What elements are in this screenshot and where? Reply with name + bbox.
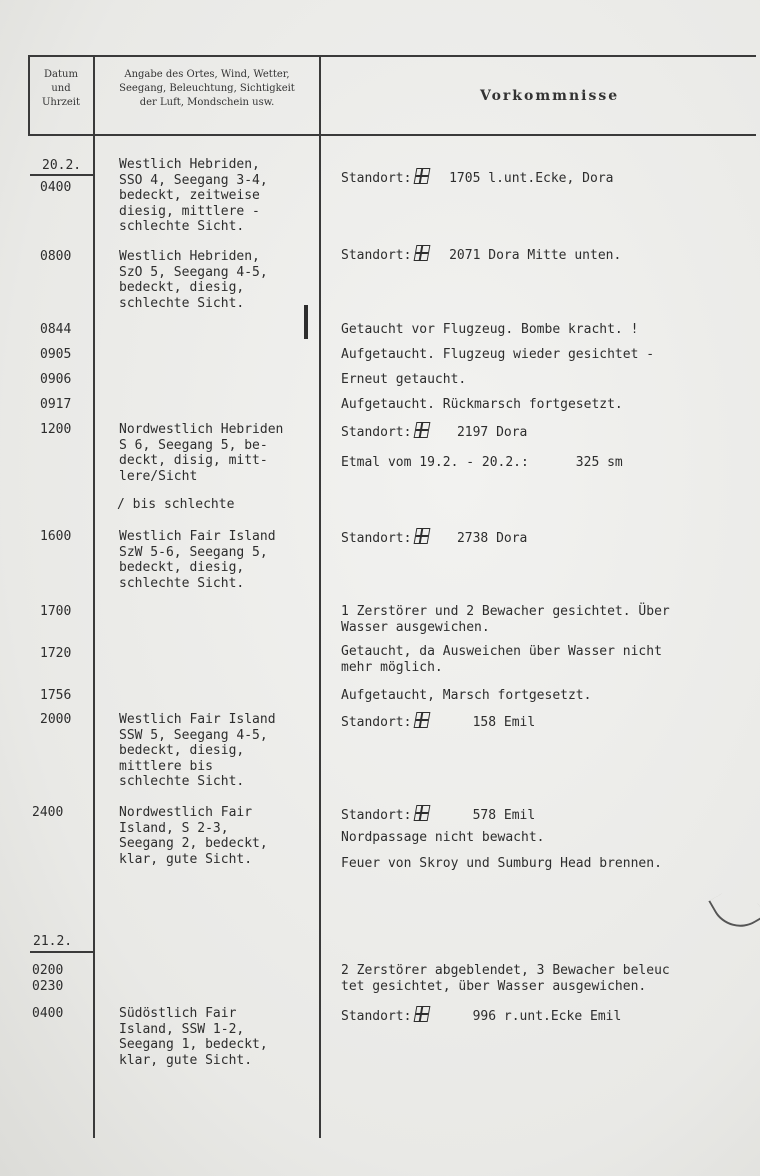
entry-time: 0400: [32, 1006, 64, 1021]
entry-event: Nordpassage nicht bewacht.: [341, 830, 545, 845]
entry-event: Standort: 2738 Dora: [341, 528, 527, 547]
entry-time: 1756: [40, 688, 72, 703]
entry-event: Aufgetaucht. Rückmarsch fortgesetzt.: [341, 397, 623, 412]
entry-location: Nordwestlich Hebriden S 6, Seegang 5, be- deckt, disig, mitt- lere/Sicht: [119, 422, 284, 484]
entry-event: 2 Zerstörer abgeblendet, 3 Bewacher beleuc tet gesichtet, über Wasser ausgewichen.: [341, 963, 670, 994]
header-location-weather: Angabe des Ortes, Wind, Wetter, Seegang, Beleuchtung, Sichtigkeit der Luft, Mondschein usw.: [119, 69, 295, 108]
entry-location: Südöstlich Fair Island, SSW 1-2, Seegang 1, bedeckt, klar, gute Sicht.: [119, 1006, 268, 1068]
entry-event: Aufgetaucht. Flugzeug wieder gesichtet -: [341, 347, 655, 362]
entry-location: / bis schlechte: [117, 497, 235, 512]
entry-event: 1 Zerstörer und 2 Bewacher gesichtet. Über Wasser ausgewichen.: [341, 604, 670, 635]
entry-location: Westlich Fair Island SSW 5, Seegang 4-5, bedeckt, diesig, mittlere bis schlechte Sicht.: [119, 712, 276, 789]
entry-time: 2400: [32, 805, 64, 820]
entry-event: Standort: 2197 Dora: [341, 422, 527, 441]
entry-event: Standort: 996 r.unt.Ecke Emil: [341, 1006, 621, 1025]
entry-time: 0800: [40, 249, 72, 264]
entry-location: Westlich Fair Island SzW 5-6, Seegang 5, bedeckt, diesig, schlechte Sicht.: [119, 529, 276, 591]
entry-event: Standort: 578 Emil: [341, 805, 535, 824]
grid-square-icon: [414, 805, 431, 821]
table-top-border: [28, 55, 756, 57]
grid-square-icon: [414, 422, 431, 438]
header-events: Vorkommnisse: [480, 88, 620, 104]
grid-square-icon: [414, 245, 431, 261]
grid-square-icon: [414, 712, 431, 728]
grid-square-icon: [414, 1006, 431, 1022]
column-border-left: [28, 55, 30, 135]
entry-event: Erneut getaucht.: [341, 372, 467, 387]
column-border-date: [93, 55, 95, 1138]
entry-location: Westlich Hebriden, SzO 5, Seegang 4-5, bedeckt, diesig, schlechte Sicht.: [119, 249, 268, 311]
entry-time: 0917: [40, 397, 72, 412]
grid-square-icon: [414, 528, 431, 544]
header-date-time: Datum und Uhrzeit: [41, 69, 81, 108]
entry-event: Feuer von Skroy und Sumburg Head brennen.: [341, 856, 662, 871]
column-border-location: [319, 55, 321, 1138]
date-underline: [30, 174, 95, 176]
entry-event: Aufgetaucht, Marsch fortgesetzt.: [341, 688, 592, 703]
entry-time: 1200: [40, 422, 72, 437]
entry-time: 1600: [40, 529, 72, 544]
entry-event: Standort: 158 Emil: [341, 712, 535, 731]
entry-event: Etmal vom 19.2. - 20.2.: 325 sm: [341, 455, 623, 470]
date-label: 21.2.: [33, 934, 73, 949]
date-underline: [30, 951, 95, 953]
header-bottom-border: [28, 134, 756, 136]
grid-square-icon: [414, 168, 431, 184]
signature-stroke: [708, 880, 760, 937]
entry-time: 1700: [40, 604, 72, 619]
entry-time: 0905: [40, 347, 72, 362]
margin-mark: [304, 305, 308, 339]
entry-event: Getaucht, da Ausweichen über Wasser nicht mehr möglich.: [341, 644, 662, 675]
entry-event: Getaucht vor Flugzeug. Bombe kracht. !: [341, 322, 639, 337]
entry-time: 0400: [40, 180, 72, 195]
date-label: 20.2.: [42, 158, 82, 173]
entry-time: 0906: [40, 372, 72, 387]
entry-event: Standort: 1705 l.unt.Ecke, Dora: [341, 168, 613, 187]
entry-time: 1720: [40, 646, 72, 661]
entry-event: Standort: 2071 Dora Mitte unten.: [341, 245, 621, 264]
entry-time: 0844: [40, 322, 72, 337]
entry-location: Nordwestlich Fair Island, S 2-3, Seegang 2, bedeckt, klar, gute Sicht.: [119, 805, 268, 867]
entry-time: 2000: [40, 712, 72, 727]
entry-location: Westlich Hebriden, SSO 4, Seegang 3-4, bedeckt, zeitweise diesig, mittlere - schlechte Sicht.: [119, 157, 268, 234]
entry-time: 0200 0230: [32, 963, 64, 994]
